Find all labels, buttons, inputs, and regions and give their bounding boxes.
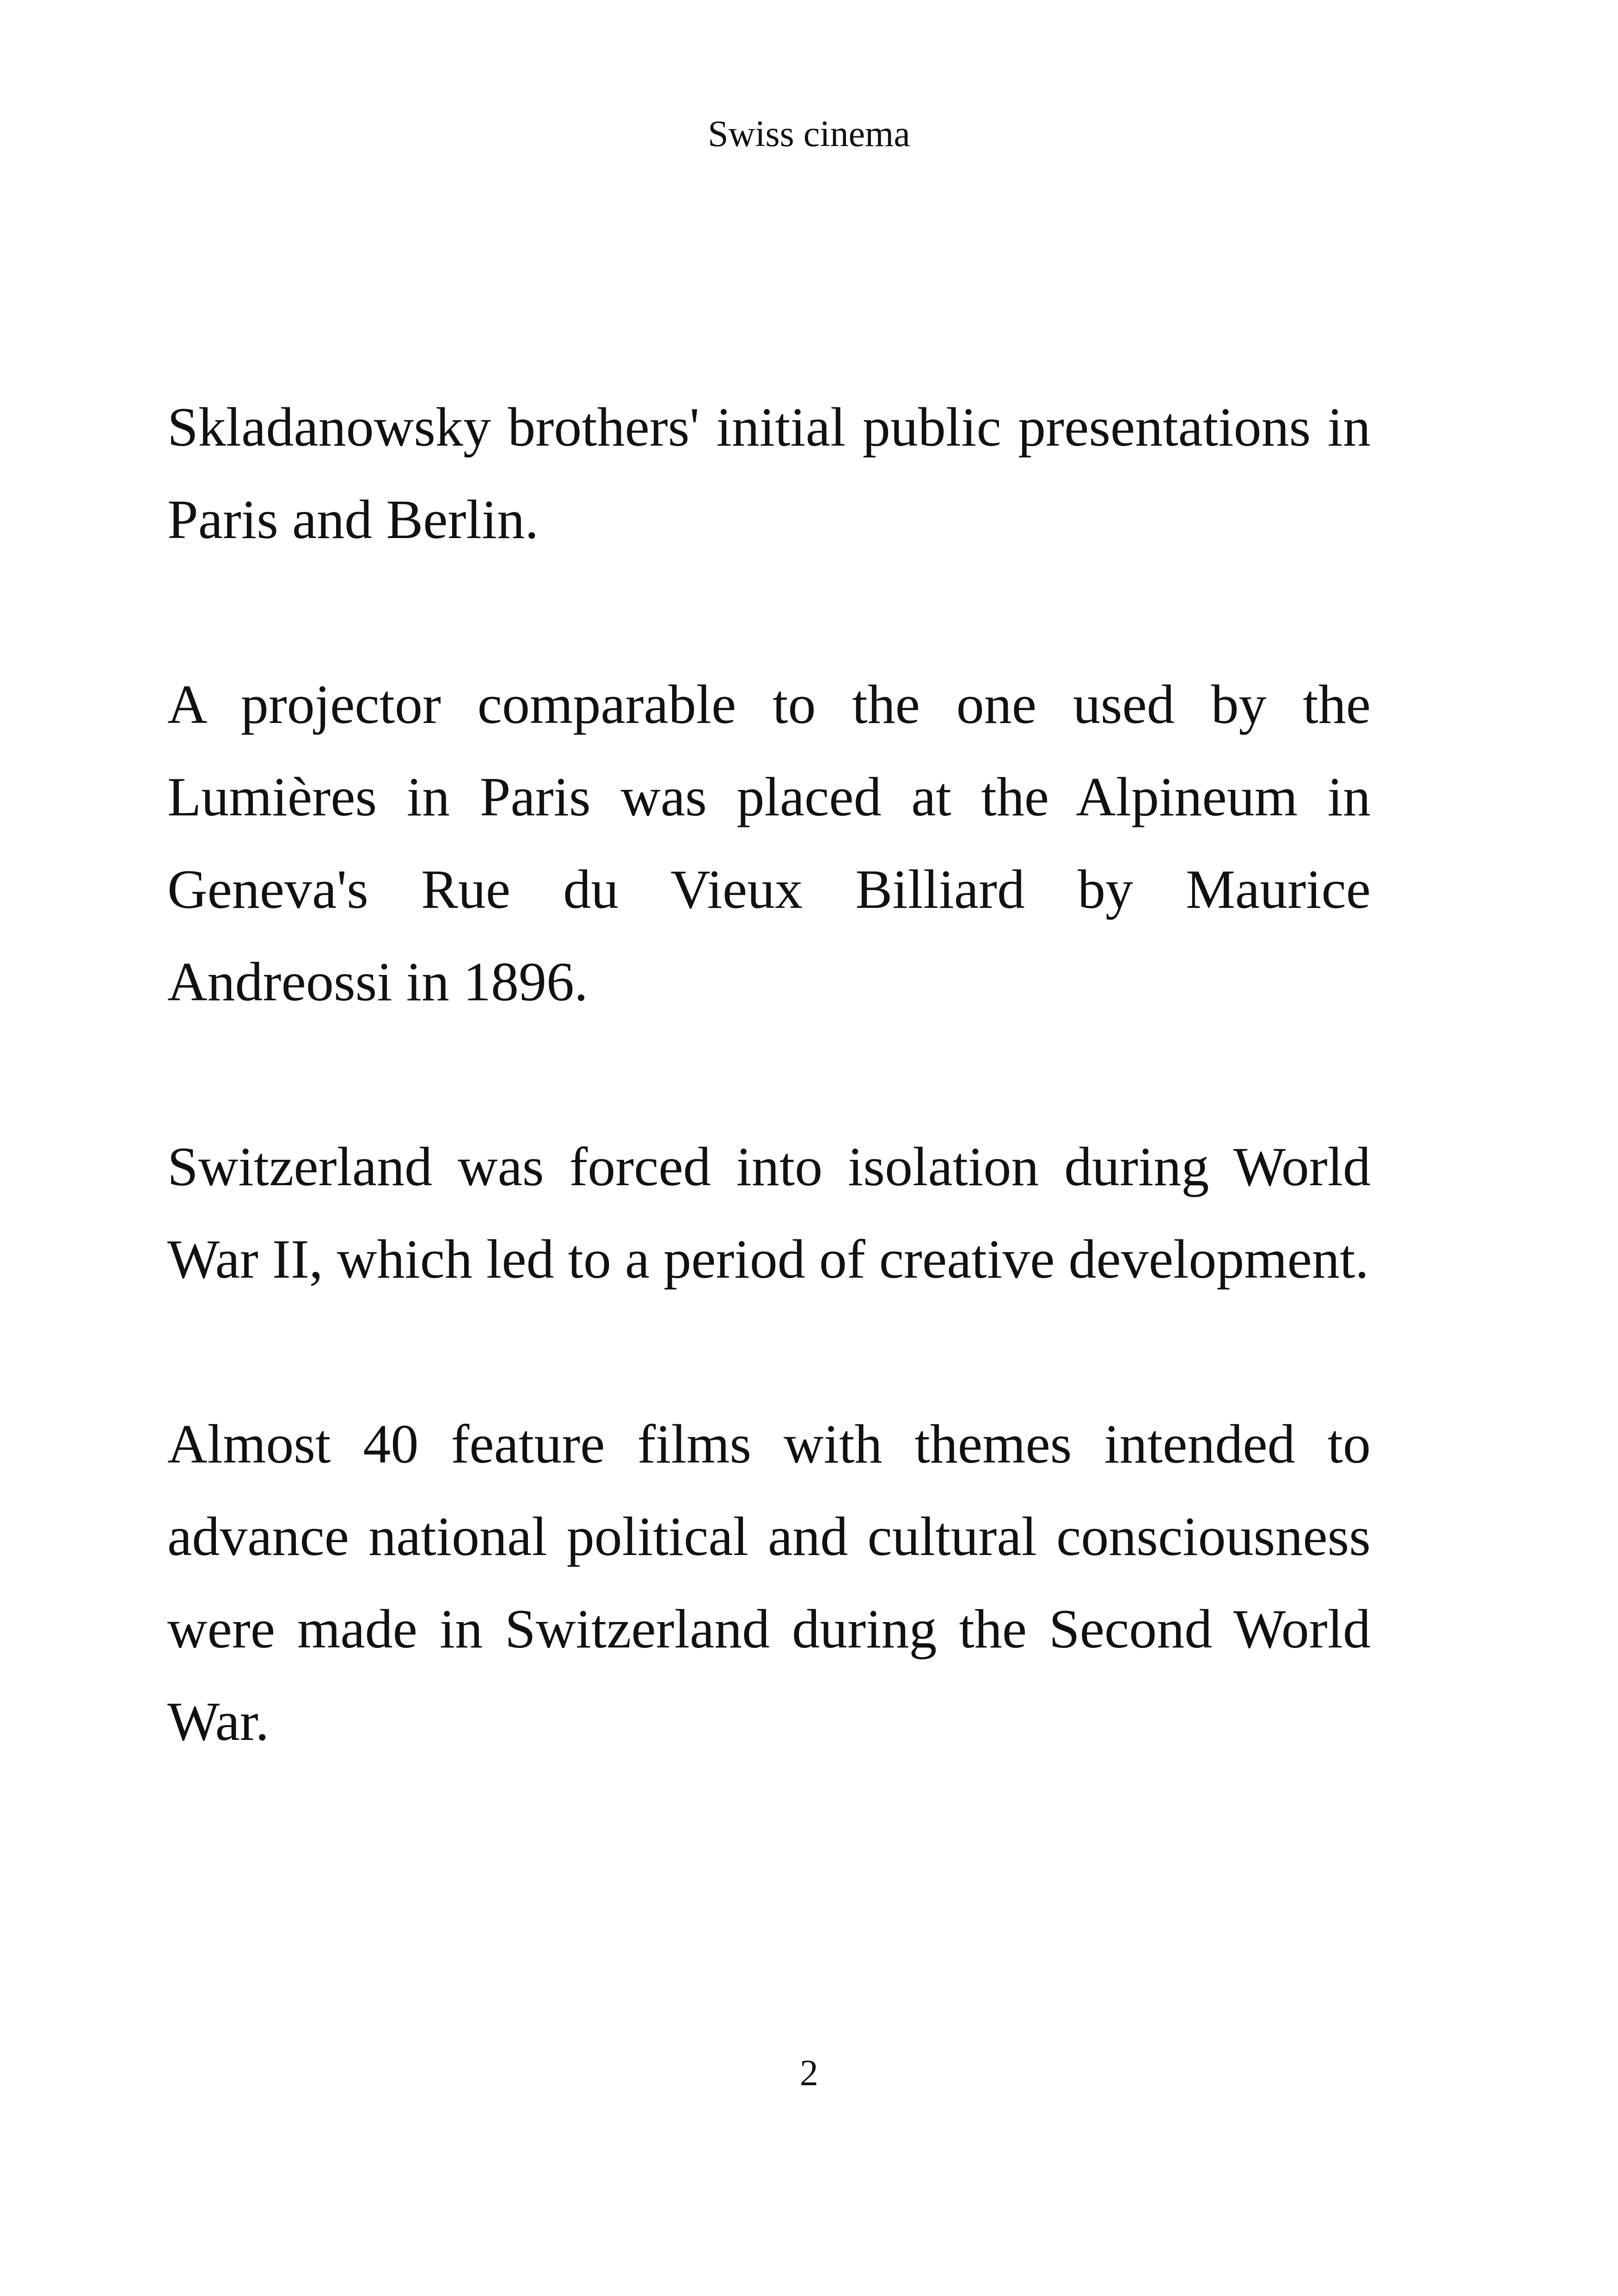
paragraph: Skladanowsky brothers' initial public presentations in Paris and Berlin. [167, 396, 1371, 550]
page-number: 2 [800, 2053, 818, 2094]
body-text [167, 381, 1371, 1860]
paragraph: A projector comparable to the one used by the Lumières in Paris was placed at the Alpineum in Geneva's Rue du Vieux Billiard by Maurice Andreossi in 1896. [167, 673, 1371, 1012]
paragraph: Switzerland was forced into isolation during World War II, which led to a period of creative development. [167, 1136, 1371, 1290]
paragraph: Almost 40 feature films with themes intended to advance national political and cultural consciousness were made in Switzerland during the Second World War. [167, 1413, 1371, 1752]
running-header: Swiss cinema [708, 114, 910, 154]
